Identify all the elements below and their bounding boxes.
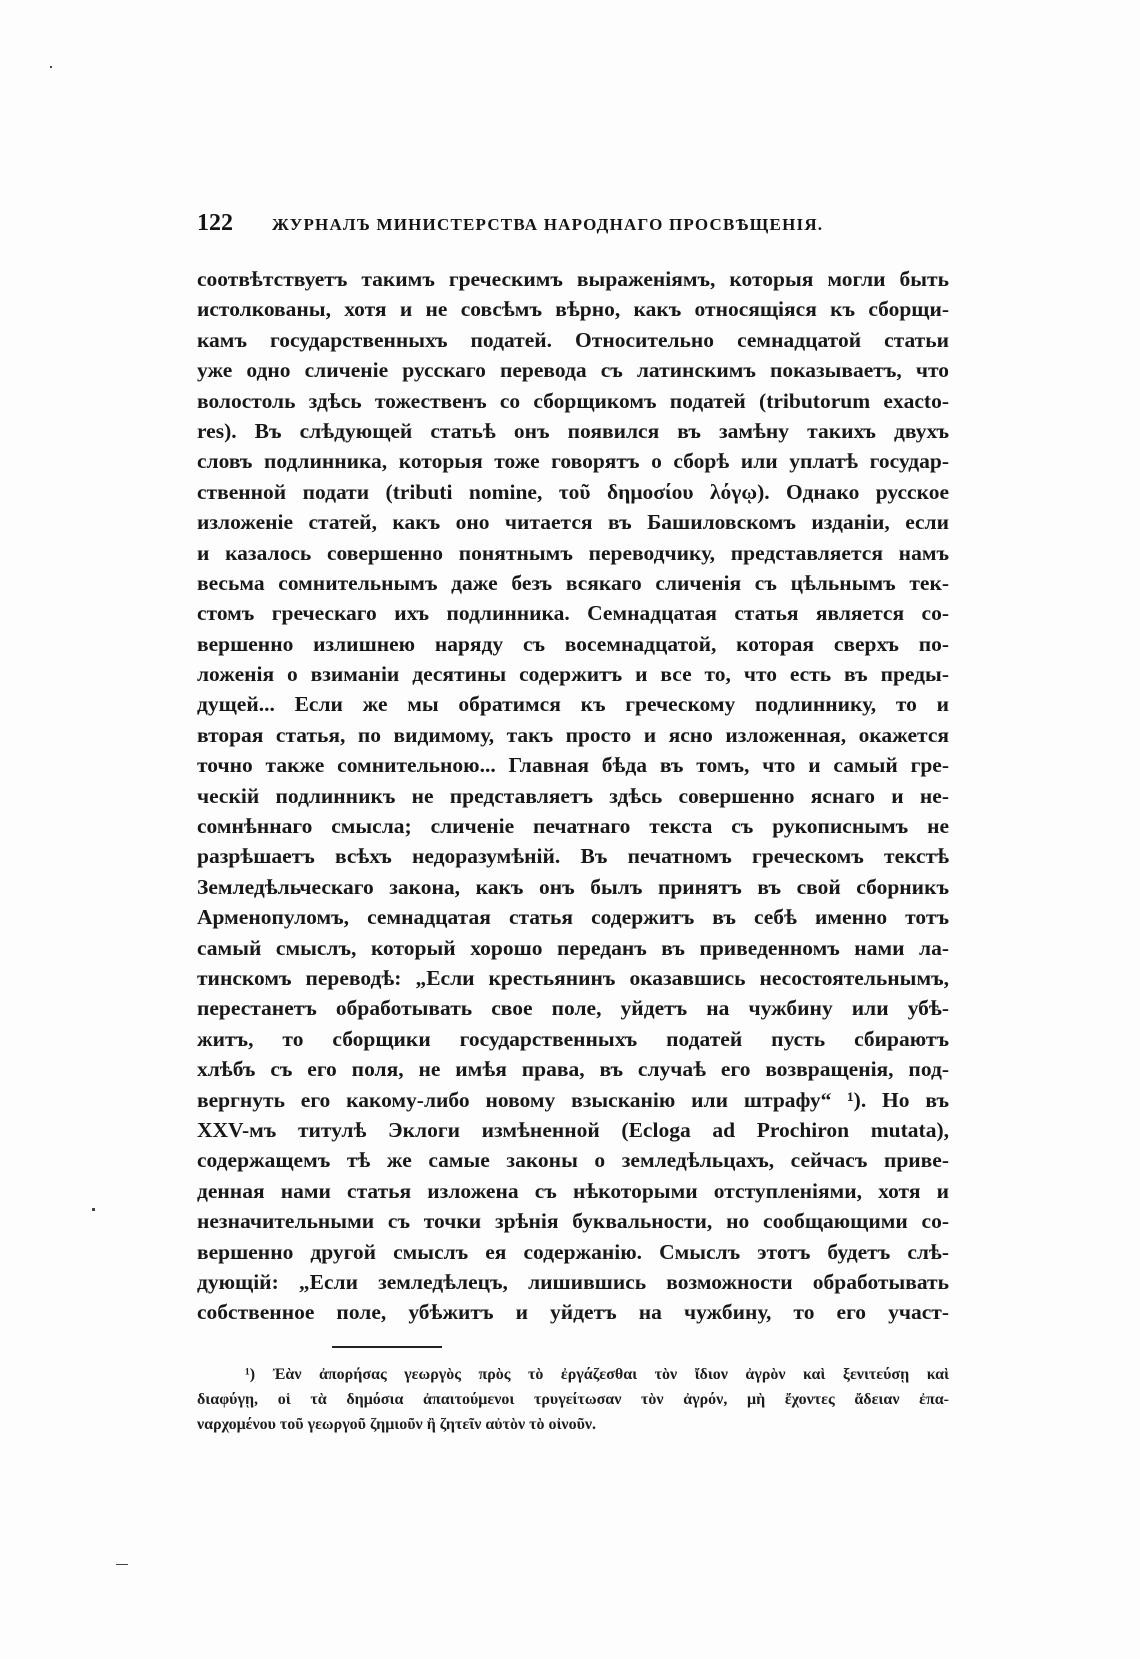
text-line: Земледѣльческаго закона, какъ онъ былъ принятъ въ свой сборникъ bbox=[197, 874, 949, 899]
text-line: Арменопуломъ, семнадцатая статья содержитъ въ себѣ именно тотъ bbox=[197, 905, 949, 930]
footnotes bbox=[197, 1362, 949, 1437]
text-line: словъ подлинника, которыя тоже говорятъ о сборѣ или уплатѣ государ- bbox=[197, 449, 949, 474]
text-line: соотвѣтствуетъ такимъ греческимъ выраженіямъ, которыя могли быть bbox=[197, 267, 949, 291]
scan-speck bbox=[92, 1208, 95, 1211]
footnote-line: ¹) Ἐὰν ἀπορήσας γεωργὸς πρὸς τὸ ἐργάζεσθαι τὸν ἴδιον ἀγρὸν καὶ ξενιτεύσῃ καὶ bbox=[245, 1366, 949, 1383]
text-line: уже одно сличеніе русскаго перевода съ латинскимъ показываетъ, что bbox=[197, 358, 949, 383]
footnote-line: ναρχομένου τοῦ γεωργοῦ ζημιοῦν ἢ ζητεῖν αὐτὸν τὸ οἰνοῦν. bbox=[197, 1416, 597, 1433]
footnote-divider bbox=[332, 1346, 442, 1348]
text-line: незначительными съ точки зрѣнія буквальности, но сообщающими со- bbox=[197, 1209, 949, 1234]
text-line: вторая статья, по видимому, такъ просто и ясно изложенная, окажется bbox=[197, 722, 949, 747]
text-line: содержащемъ тѣ же самые законы о земледѣльцахъ, сейчасъ приве- bbox=[197, 1148, 949, 1173]
text-line: разрѣшаетъ всѣхъ недоразумѣній. Въ печатномъ греческомъ текстѣ bbox=[197, 844, 949, 869]
text-line: точно также сомнительною... Главная бѣда въ томъ, что и самый гре- bbox=[197, 753, 949, 778]
text-line: res). Въ слѣдующей статьѣ онъ появился въ замѣну такихъ двухъ bbox=[197, 418, 949, 443]
text-line: истолкованы, хотя и не совсѣмъ вѣрно, какъ относящіяся къ сборщи- bbox=[197, 297, 949, 322]
text-line: тинскомъ переводѣ: „Если крестьянинъ оказавшись несостоятельнымъ, bbox=[197, 965, 949, 990]
text-line: весьма сомнительнымъ даже безъ всякаго сличенія съ цѣльнымъ тек- bbox=[197, 570, 949, 595]
running-title: ЖУРНАЛЪ МИНИСТЕРСТВА НАРОДНАГО ПРОСВѢЩЕНІЯ. bbox=[272, 215, 824, 234]
text-line: самый смыслъ, который хорошо переданъ въ приведенномъ нами ла- bbox=[197, 935, 949, 960]
text-line: ственной подати (tributi nomine, τοῦ δημοσίου λόγῳ). Однако русское bbox=[197, 479, 949, 504]
scan-speck bbox=[50, 66, 52, 68]
text-line: дующій: „Если земледѣлецъ, лишившись возможности обработывать bbox=[197, 1269, 949, 1294]
text-line: вершенно излишнею наряду съ восемнадцатой, которая сверхъ по- bbox=[197, 631, 949, 656]
scan-speck bbox=[116, 1564, 128, 1565]
text-line: сомнѣннаго смысла; сличеніе печатнаго текста съ рукописнымъ не bbox=[197, 814, 949, 839]
text-line: изложеніе статей, какъ оно читается въ Башиловскомъ изданіи, если bbox=[197, 510, 949, 535]
text-line: вершенно другой смыслъ ея содержанію. Смыслъ этотъ будетъ слѣ- bbox=[197, 1239, 949, 1264]
text-line: камъ государственныхъ податей. Относительно семнадцатой статьи bbox=[197, 327, 949, 352]
text-line: стомъ греческаго ихъ подлинника. Семнадцатая статья является со- bbox=[197, 601, 949, 626]
text-line: волостоль здѣсь тожественъ со сборщикомъ податей (tributorum exacto- bbox=[197, 388, 949, 413]
text-line: житъ, то сборщики государственныхъ податей пусть сбираютъ bbox=[197, 1026, 949, 1051]
text-line: ческій подлинникъ не представляетъ здѣсь совершенно яснаго и не- bbox=[197, 783, 949, 808]
text-line: собственное поле, убѣжитъ и уйдетъ на чужбину, то его участ- bbox=[197, 1300, 949, 1325]
text-line: денная нами статья изложена съ нѣкоторыми отступленіями, хотя и bbox=[197, 1178, 949, 1203]
text-line: вергнуть его какому-либо новому взысканію или штрафу“ ¹). Но въ bbox=[197, 1087, 949, 1112]
text-line: XXV-мъ титулѣ Эклоги измѣненной (Ecloga ad Prochiron mutata), bbox=[197, 1117, 949, 1142]
text-line: перестанетъ обработывать свое поле, уйдетъ на чужбину или убѣ- bbox=[197, 996, 949, 1021]
page-number: 122 bbox=[197, 210, 233, 236]
text-line: ложенія о взиманіи десятины содержитъ и все то, что есть въ преды- bbox=[197, 662, 949, 687]
footnote-line: διαφύγῃ, οἱ τὰ δημόσια ἀπαιτούμενοι τρυγείτωσαν τὸν ἀγρόν, μὴ ἔχοντες ἄδειαν ἐπα- bbox=[197, 1391, 949, 1408]
page-header bbox=[197, 210, 937, 242]
text-line: дущей... Если же мы обратимся къ греческому подлиннику, то и bbox=[197, 692, 949, 717]
text-line: и казалось совершенно понятнымъ переводчику, представляется намъ bbox=[197, 540, 949, 565]
body-text bbox=[197, 264, 949, 1328]
text-line: хлѣбъ съ его поля, не имѣя права, въ случаѣ его возвращенія, под- bbox=[197, 1057, 949, 1082]
